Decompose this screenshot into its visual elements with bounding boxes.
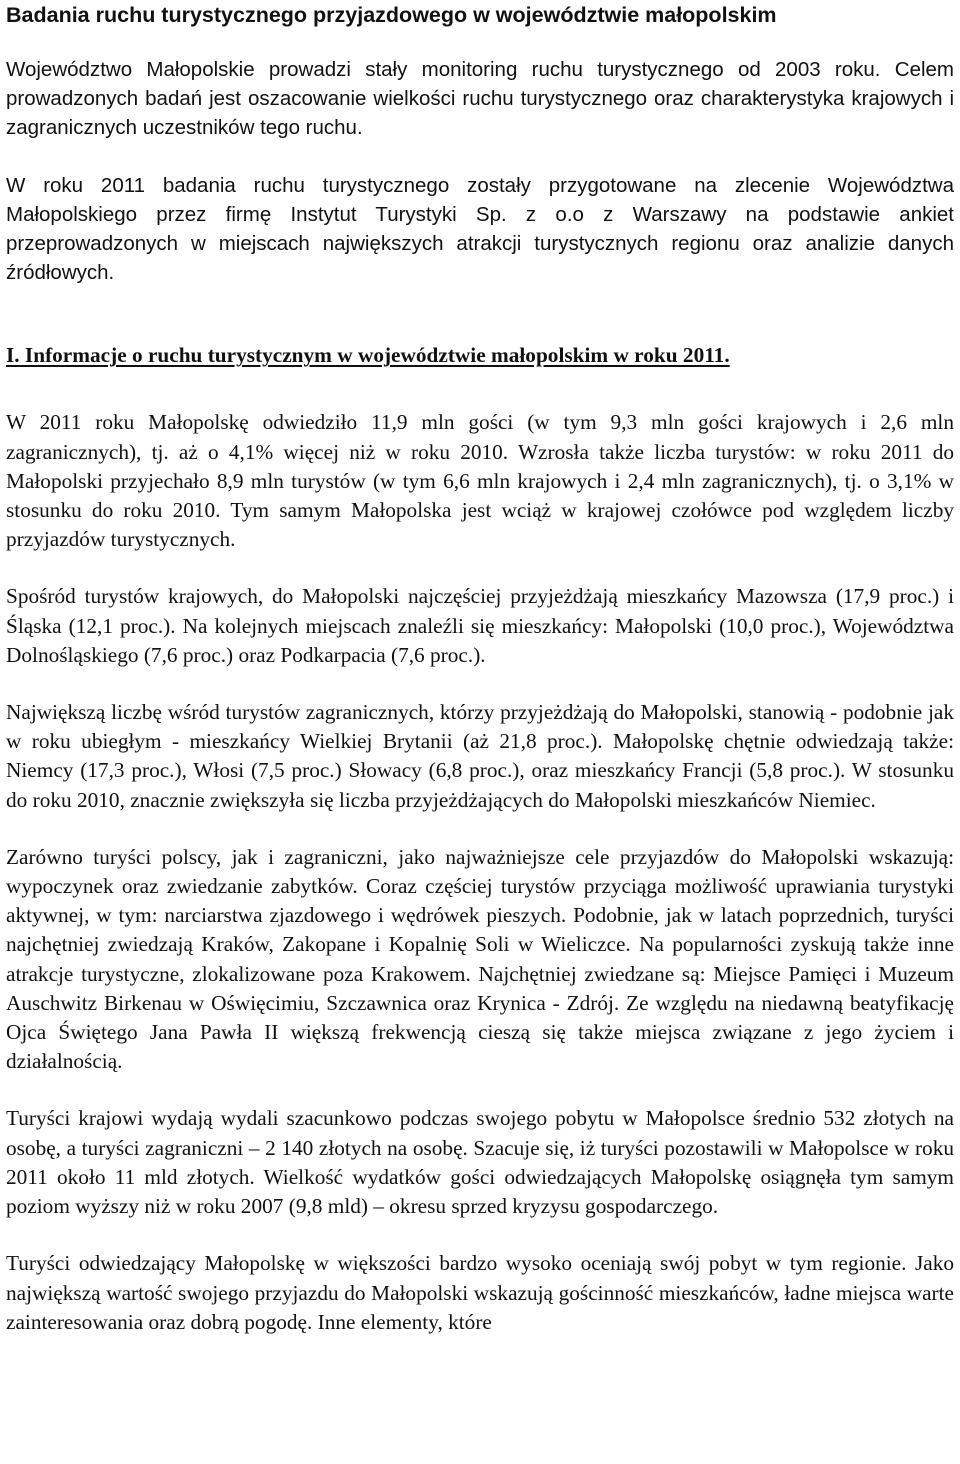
paragraph-travel-purposes: Zarówno turyści polscy, jak i zagraniczni, jako najważniejsze cele przyjazdów do Małopolski wskazują: wypoczynek oraz zwiedzanie zabytków. Coraz częściej turystów przyciąga możliwość uprawiania turystyki aktywnej, w tym: narciarstwa zjazdowego i wędrówek pieszych. Podobnie, jak w latach poprzednich, turyści najchętniej zwiedzają Kraków, Zakopane i Kopalnię Soli w Wieliczce. Na popularności zyskują także inne atrakcje turystyczne, zlokalizowane poza Krakowem. Najchętniej zwiedzane są: Miejsce Pamięci i Muzeum Auschwitz Birkenau w Oświęcimiu, Szczawnica oraz Krynica - Zdrój. Ze względu na niedawną beatyfikację Ojca Świętego Jana Pawła II większą frekwencją cieszą się także miejsca związane z jego życiem i działalnością. [6, 844, 954, 1074]
paragraph-spending: Turyści krajowi wydają wydali szacunkowo podczas swojego pobytu w Małopolsce średnio 532 złotych na osobę, a turyści zagraniczni – 2 140 złotych na osobę. Szacuje się, iż turyści pozostawili w Małopolsce w roku 2011 około 11 mld złotych. Wielkość wydatków gości odwiedzających Małopolskę osiągnęła tym samym poziom wyższy niż w roku 2007 (9,8 mld) – okresu sprzed kryzysu gospodarczego. [6, 1106, 954, 1219]
paragraph-foreign-origins: Największą liczbę wśród turystów zagranicznych, którzy przyjeżdżają do Małopolski, stanowią - podobnie jak w roku ubiegłym - mieszkańcy Wielkiej Brytanii (aż 21,8 proc.). Małopolskę chętnie odwiedzają także: Niemcy (17,3 proc.), Włosi (7,5 proc.) Słowacy (6,8 proc.), oraz mieszkańcy Francji (5,8 proc.). W stosunku do roku 2010, znacznie zwiększyła się liczba przyjeżdżających do Małopolski mieszkańców Niemiec. [6, 700, 954, 812]
section-heading: I. Informacje o ruchu turystycznym w województwie małopolskim w roku 2011. [6, 343, 730, 368]
document-title: Badania ruchu turystycznego przyjazdowego w województwie małopolskim [6, 3, 777, 27]
document-page [6, 0, 954, 1337]
intro-paragraph-2011-study: W roku 2011 badania ruchu turystycznego zostały przygotowane na zlecenie Województwa Małopolskiego przez firmę Instytut Turystyki Sp. z o.o z Warszawy na podstawie ankiet przeprowadzonych w miejscach największych atrakcji turystycznych regionu oraz analizie danych źródłowych. [6, 173, 954, 285]
paragraph-ratings: Turyści odwiedzający Małopolskę w większości bardzo wysoko oceniają swój pobyt w tym regionie. Jako największą wartość swojego przyjazdu do Małopolski wskazują gościnność mieszkańców, ładne miejsca warte zainteresowania oraz dobrą pogodę. Inne elementy, które [6, 1251, 954, 1334]
intro-paragraph-monitoring: Województwo Małopolskie prowadzi stały monitoring ruchu turystycznego od 2003 roku. Celem prowadzonych badań jest oszacowanie wielkości ruchu turystycznego oraz charakterystyka krajowych i zagranicznych uczestników tego ruchu. [6, 58, 954, 140]
paragraph-domestic-origins: Spośród turystów krajowych, do Małopolski najczęściej przyjeżdżają mieszkańcy Mazowsza (17,9 proc.) i Śląska (12,1 proc.). Na kolejnych miejscach znaleźli się mieszkańcy: Małopolski (10,0 proc.), Województwa Dolnośląskiego (7,6 proc.) oraz Podkarpacia (7,6 proc.). [6, 584, 954, 667]
paragraph-visitor-stats: W 2011 roku Małopolskę odwiedziło 11,9 mln gości (w tym 9,3 mln gości krajowych i 2,6 mln zagranicznych), tj. aż o 4,1% więcej niż w roku 2010. Wzrosła także liczba turystów: w roku 2011 do Małopolski przyjechało 8,9 mln turystów (w tym 6,6 mln krajowych i 2,4 mln zagranicznych), tj. o 3,1% w stosunku do roku 2010. Tym samym Małopolska jest wciąż w krajowej czołówce pod względem liczby przyjazdów turystycznych. [6, 410, 954, 552]
